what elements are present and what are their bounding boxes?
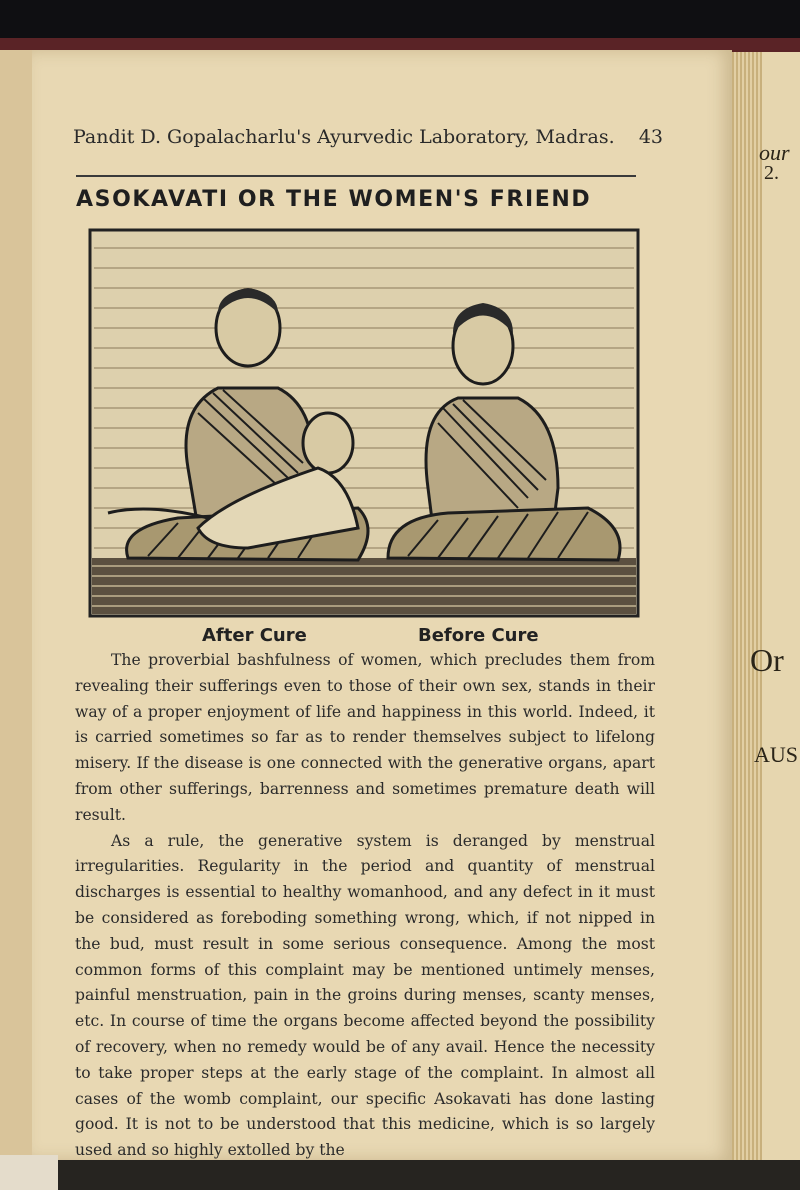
- caption-after-cure: After Cure: [202, 625, 307, 646]
- header-text: Pandit D. Gopalacharlu's Ayurvedic Laboratory, Madras.: [73, 126, 615, 148]
- scan-bottom-left-patch: [0, 1155, 58, 1190]
- adjacent-text-2: 2.: [764, 162, 779, 184]
- scan-top-background: [0, 0, 800, 40]
- paragraph-1: The proverbial bashfulness of women, which precludes them from revealing their sufferings even to those of their own sex, stands in their way of a proper enjoyment of life and happiness in this world. Indeed, it is carried sometimes so far as to render themselves subject to lifelong misery. If the disease is one connected with the generative organs, apart from other sufferings, barrenness and sometimes premature death will result.: [75, 651, 655, 824]
- running-header: [73, 126, 663, 148]
- article-title: ASOKAVATI OR THE WOMEN'S FRIEND: [76, 187, 592, 212]
- page-number: 43: [638, 126, 663, 148]
- woodcut-illustration: [88, 228, 640, 618]
- adjacent-text-3: Or: [750, 642, 784, 678]
- adjacent-text-1: our: [759, 140, 790, 165]
- adjacent-text-4: AUS: [754, 742, 799, 767]
- header-rule: [76, 175, 636, 177]
- scan-bottom-background: [0, 1160, 800, 1190]
- caption-before-cure: Before Cure: [418, 625, 539, 646]
- paragraph-2: As a rule, the generative system is deranged by menstrual irregularities. Regularity in the period and quantity of menstrual discharges is essential to healthy womanhood, and any defect in it must be considered as foreboding something wrong, which, if not nipped in the bud, must result in some serious consequence. Among the most common forms of this complaint may be mentioned untimely menses, painful menstruation, pain in the groins during menses, scanty menses, etc. In course of time the organs become affected beyond the possibility of recovery, when no remedy would be of any avail. Hence the necessity to take proper steps at the early stage of the complaint. In almost all cases of the womb complaint, our specific Asokavati has done lasting good. It is not to be understood that this medicine, which is so largely used and so highly extolled by the: [75, 831, 655, 1160]
- page-edges: [732, 52, 762, 1160]
- left-page-edge: [0, 50, 36, 1160]
- article-body: [75, 648, 655, 1164]
- adjacent-page: [750, 52, 800, 1160]
